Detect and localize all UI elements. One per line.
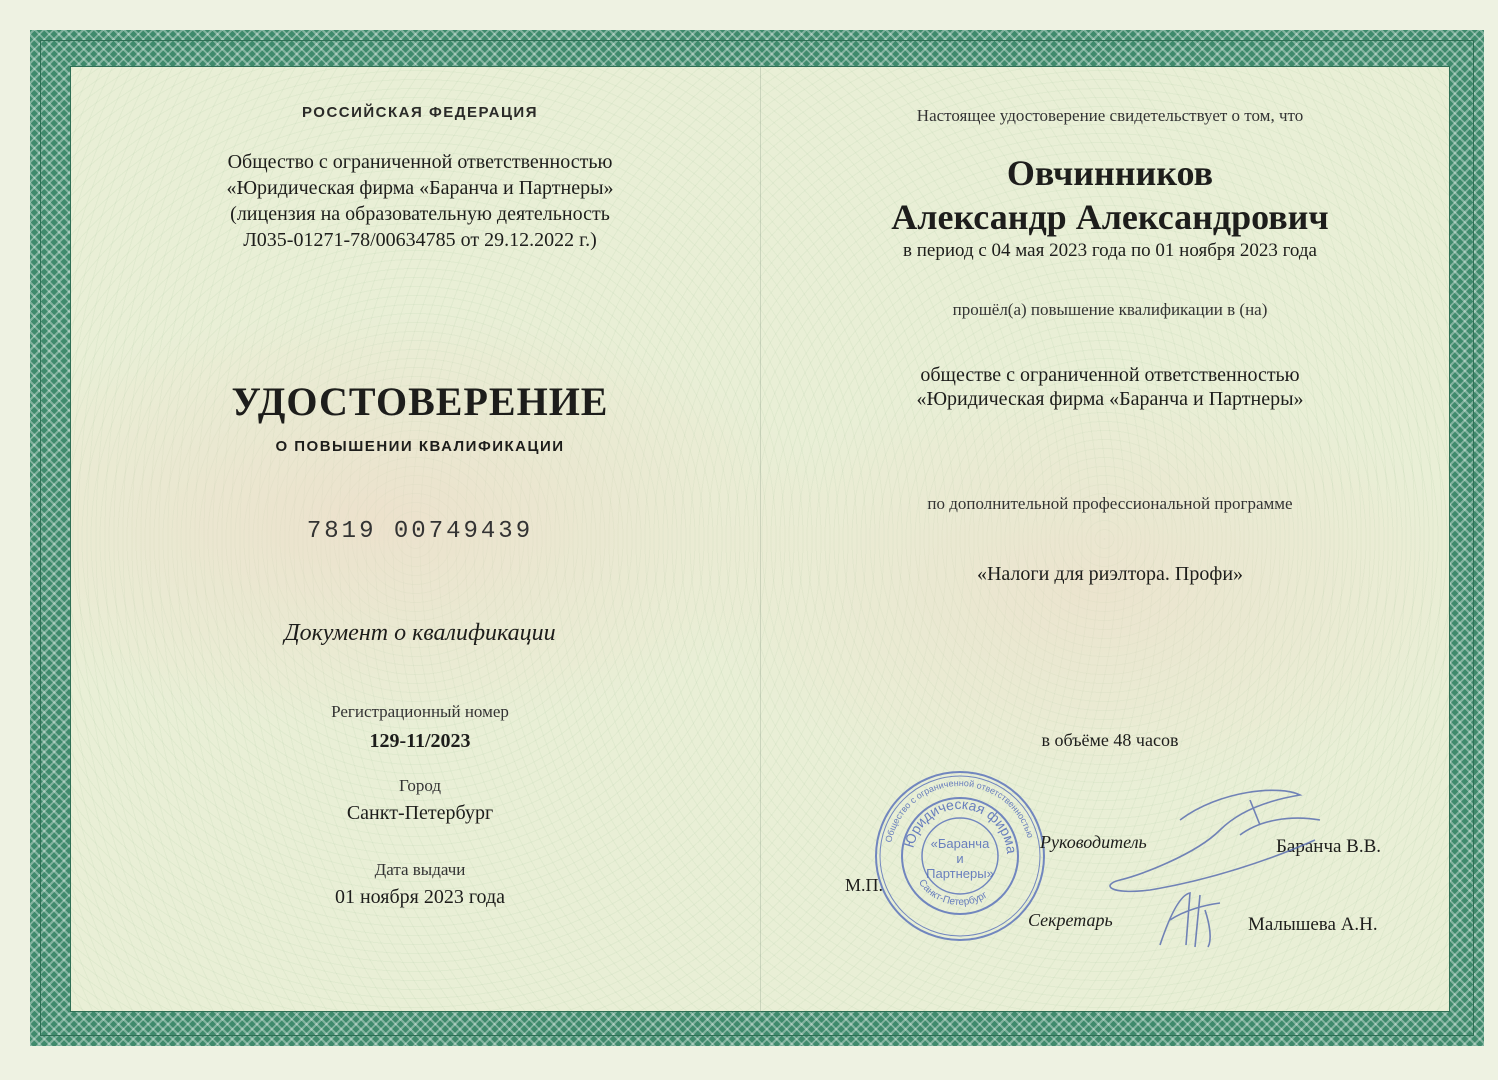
issuer-line-3: (лицензия на образовательную деятельность: [230, 203, 610, 225]
passed-text: прошёл(а) повышение квалификации в (на): [952, 300, 1268, 319]
stamp-bottom-text: Санкт-Петербург: [916, 877, 990, 909]
stamp-ring-text: Юридическая фирма: [900, 795, 1021, 855]
registration-label: Регистрационный номер: [331, 702, 509, 721]
head-name: Баранча В.В.: [1276, 836, 1382, 857]
training-org-line-2: «Юридическая фирма «Баранча и Партнеры»: [916, 388, 1304, 410]
training-period: в период с 04 мая 2023 года по 01 ноября 2023 года: [903, 240, 1317, 261]
issuer-line-4: Л035-01271-78/00634785 от 29.12.2022 г.): [243, 229, 597, 251]
hours-value: 48 часов: [1113, 730, 1179, 750]
country-heading: РОССИЙСКАЯ ФЕДЕРАЦИЯ: [301, 104, 538, 121]
secretary-signature: [1150, 885, 1230, 955]
certificate-number: 7819 00749439: [306, 518, 534, 545]
issue-date-label: Дата выдачи: [374, 860, 466, 879]
intro-text: Настоящее удостоверение свидетельствует о том, что: [916, 106, 1304, 125]
fold-line: [760, 66, 761, 1012]
seal-label: М.П.: [845, 875, 884, 895]
certificate-subtitle: О ПОВЫШЕНИИ КВАЛИФИКАЦИИ: [275, 438, 565, 455]
hours-label: в объёме: [1041, 730, 1109, 750]
secretary-name: Малышева А.Н.: [1248, 914, 1378, 935]
city-label: Город: [399, 776, 441, 795]
program-label: по дополнительной профессиональной программе: [927, 494, 1293, 513]
registration-number: 129-11/2023: [369, 730, 471, 752]
secretary-role: Секретарь: [1028, 910, 1113, 930]
issuer-line-2: «Юридическая фирма «Баранча и Партнеры»: [226, 177, 614, 199]
organization-stamp: [872, 768, 1048, 944]
document-type: Документ о квалификации: [284, 620, 556, 646]
hours-line: [780, 730, 1440, 751]
issue-date-value: 01 ноября 2023 года: [334, 886, 506, 908]
training-org-line-1: обществе с ограниченной ответственностью: [920, 364, 1300, 386]
stamp-center-line-1: «Баранча: [930, 836, 990, 851]
city-value: Санкт-Петербург: [346, 802, 494, 824]
stamp-center-line-3: Партнеры»: [926, 866, 994, 881]
program-name: «Налоги для риэлтора. Профи»: [976, 563, 1244, 585]
issuer-line-1: Общество с ограниченной ответственностью: [227, 151, 613, 173]
holder-name: Александр Александрович: [891, 197, 1329, 237]
stamp-center-line-2: и: [956, 851, 964, 866]
head-role: Руководитель: [1040, 832, 1147, 852]
certificate-title: УДОСТОВЕРЕНИЕ: [231, 379, 609, 424]
stamp-outer-text: Общество с ограниченной ответственностью: [883, 777, 1036, 844]
holder-surname: Овчинников: [1006, 153, 1214, 193]
